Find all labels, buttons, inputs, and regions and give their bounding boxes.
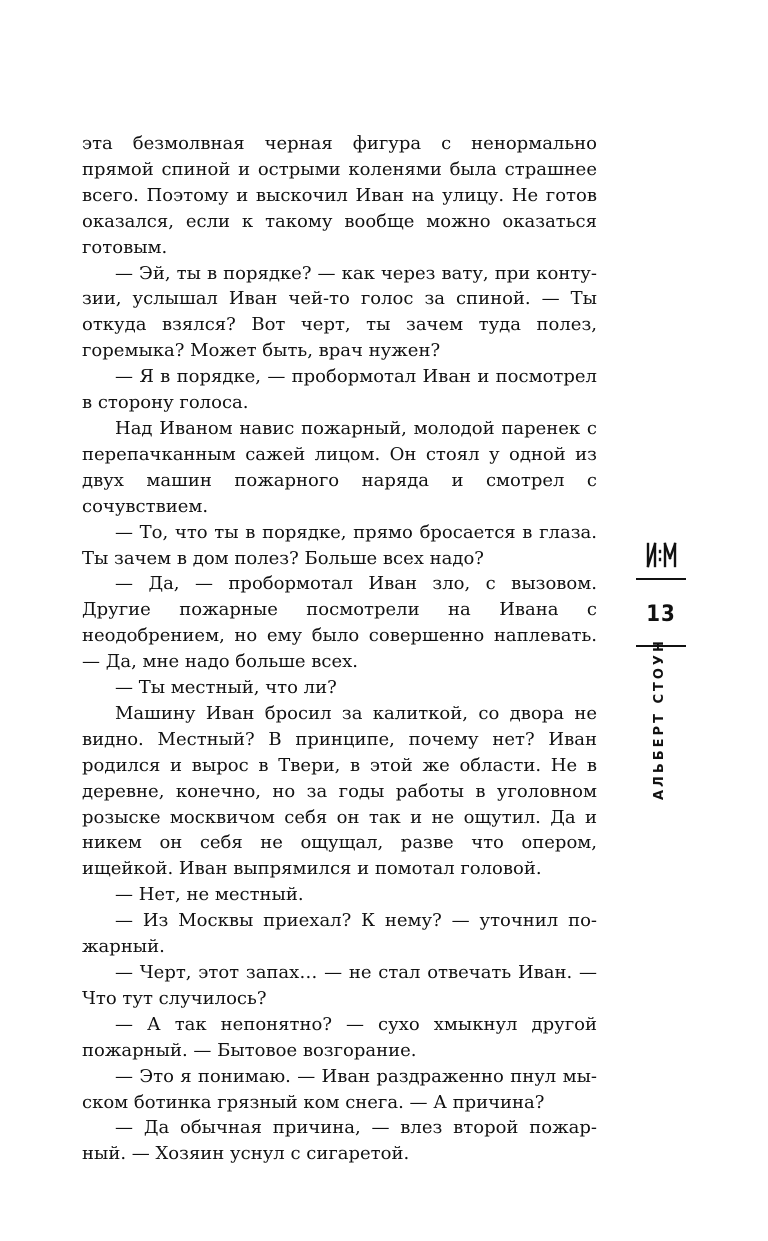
paragraph-1: эта безмолвная черная фигура с ненормально прямой спиной и острыми коленями была страшнее всего. Поэтому и выскочил Иван на улицу. Не готов оказался, если к такому вообще можно оказаться готовым.: [82, 133, 597, 258]
paragraph-4: Над Иваном навис пожарный, молодой паренек с перепачканным сажей лицом. Он стоял у одной из двух машин пожарного наряда и смотрел с сочувствием.: [82, 417, 597, 517]
paragraph-7: — Ты местный, что ли?: [115, 677, 337, 699]
paragraph-5: — То, что ты в порядке, прямо бросается в глаза. Ты зачем в дом полез? Больше всех надо?: [82, 521, 597, 569]
paragraph-12: — А так непонятно? — сухо хмыкнул другой пожарный. — Бытовое возгорание.: [82, 1013, 597, 1061]
publisher-logo-icon: [646, 540, 678, 568]
paragraph-13: — Это я понимаю. — Иван раздраженно пнул мыском ботинка грязный ком снега. — А причина?: [82, 1065, 597, 1113]
paragraph-14: — Да обычная причина, — влез второй пожарный. — Хозяин уснул с сигаретой.: [82, 1117, 597, 1165]
logo-divider: [636, 578, 686, 580]
body-text: [82, 131, 597, 1167]
author-name: АЛЬБЕРТ СТОУН: [652, 638, 667, 800]
paragraph-11: — Черт, этот запах… — не стал отвечать Иван. — Что тут случилось?: [82, 962, 597, 1009]
paragraph-3: — Я в порядке, — пробормотал Иван и посмотрел в сторону голоса.: [82, 366, 597, 414]
page-number: 13: [646, 602, 676, 627]
paragraph-2: — Эй, ты в порядке? — как через вату, при контузии, услышал Иван чей-то голос за спиной. — Ты откуда взялся? Вот черт, ты зачем туда полез, горемыка? Может быть, врач нужен?: [82, 262, 597, 362]
paragraph-6: — Да, — пробормотал Иван зло, с вызовом. Другие пожарные посмотрели на Ивана с неодобрением, но ему было совершенно наплевать. — Да, мне надо больше всех.: [82, 573, 597, 673]
paragraph-9: — Нет, не местный.: [115, 884, 304, 906]
paragraph-10: — Из Москвы приехал? К нему? — уточнил пожарный.: [82, 910, 597, 958]
paragraph-8: Машину Иван бросил за калиткой, со двора не видно. Местный? В принципе, почему нет? Иван родился и вырос в Твери, в этой же области. Не в деревне, конечно, но за годы работы в уголовном розыске москвичом себя он так и не ощутил. Да и никем он себя не ощущал, разве что опером, ищейкой. Иван выпрямился и помотал головой.: [82, 702, 597, 880]
